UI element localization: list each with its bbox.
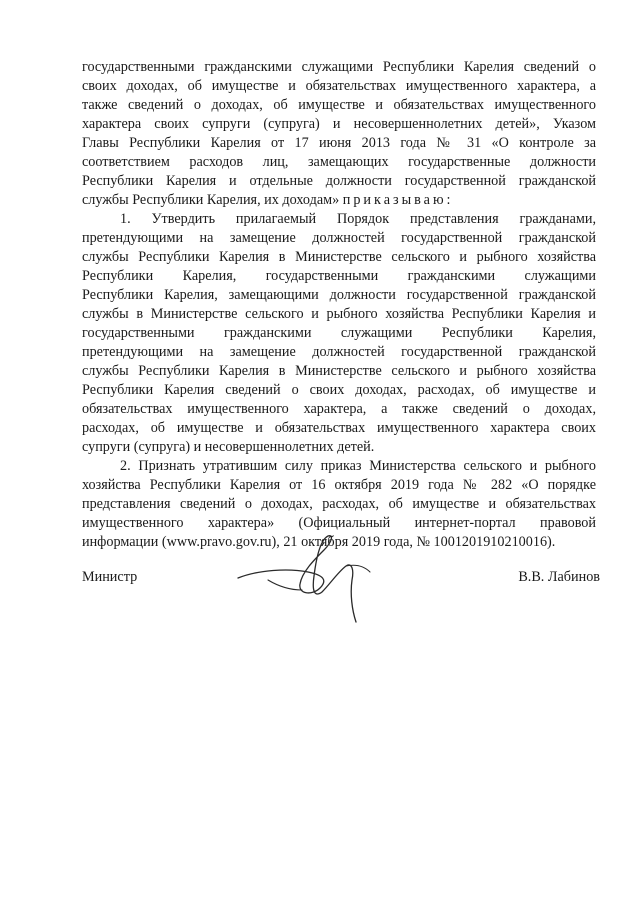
text-line: Республики Карелия и отдельные должности государственной гражданской — [82, 173, 596, 189]
text-line: Республики Карелия, замещающими должности государственной гражданской — [82, 287, 596, 303]
text-line: Республики Карелия, государственными гражданскими служащими — [82, 268, 596, 284]
text-line: представления сведений о доходах, расходах, об имуществе и обязательствах — [82, 496, 596, 512]
order-word: приказываю: — [342, 192, 454, 208]
text-line: Главы Республики Карелия от 17 июня 2013 года № 31 «О контроле за — [82, 135, 596, 151]
item-2-first-line: 2. Признать утратившим силу приказ Министерства сельского и рыбного — [120, 458, 596, 474]
text-line: службы Республики Карелия в Министерстве сельского и рыбного хозяйства — [82, 249, 596, 265]
text-line: государственными гражданскими служащими Республики Карелия сведений о — [82, 59, 596, 75]
text-line: претендующими на замещение должностей государственной гражданской — [82, 344, 596, 360]
text-fragment: службы Республики Карелия, их доходам» — [82, 192, 340, 208]
text-line: хозяйства Республики Карелия от 16 октября 2019 года № 282 «О порядке — [82, 477, 596, 493]
text-line: службы в Министерстве сельского и рыбного хозяйства Республики Карелия и — [82, 306, 596, 322]
text-line: службы Республики Карелия в Министерстве сельского и рыбного хозяйства — [82, 363, 596, 379]
signatory-name: В.В. Лабинов — [518, 569, 600, 585]
text-line: характера своих супруги (супруга) и несовершеннолетних детей», Указом — [82, 116, 596, 132]
text-line: также сведений о доходах, об имуществе и обязательствах имущественного — [82, 97, 596, 113]
text-line-with-order — [82, 191, 596, 210]
text-line: государственными гражданскими служащими Республики Карелия, — [82, 325, 596, 341]
text-line: Республики Карелия сведений о своих доходах, расходах, об имуществе и — [82, 382, 596, 398]
text-line: соответствием расходов лиц, замещающих государственные должности — [82, 154, 596, 170]
text-line: информации (www.pravo.gov.ru), 21 октября 2019 года, № 1001201910210016). — [82, 534, 556, 550]
text-line: расходах, об имуществе и обязательствах имущественного характера своих — [82, 420, 596, 436]
text-line: своих доходах, об имуществе и обязательствах имущественного характера, а — [82, 78, 596, 94]
item-1-first-line: 1. Утвердить прилагаемый Порядок представления гражданами, — [120, 211, 596, 227]
handwritten-signature — [228, 520, 388, 630]
text-line: супруги (супруга) и несовершеннолетних детей. — [82, 439, 375, 455]
text-line: имущественного характера» (Официальный интернет-портал правовой — [82, 515, 596, 531]
text-line: претендующими на замещение должностей государственной гражданской — [82, 230, 596, 246]
text-line: обязательствах имущественного характера, а также сведений о доходах, — [82, 401, 596, 417]
signatory-title: Министр — [82, 569, 138, 585]
